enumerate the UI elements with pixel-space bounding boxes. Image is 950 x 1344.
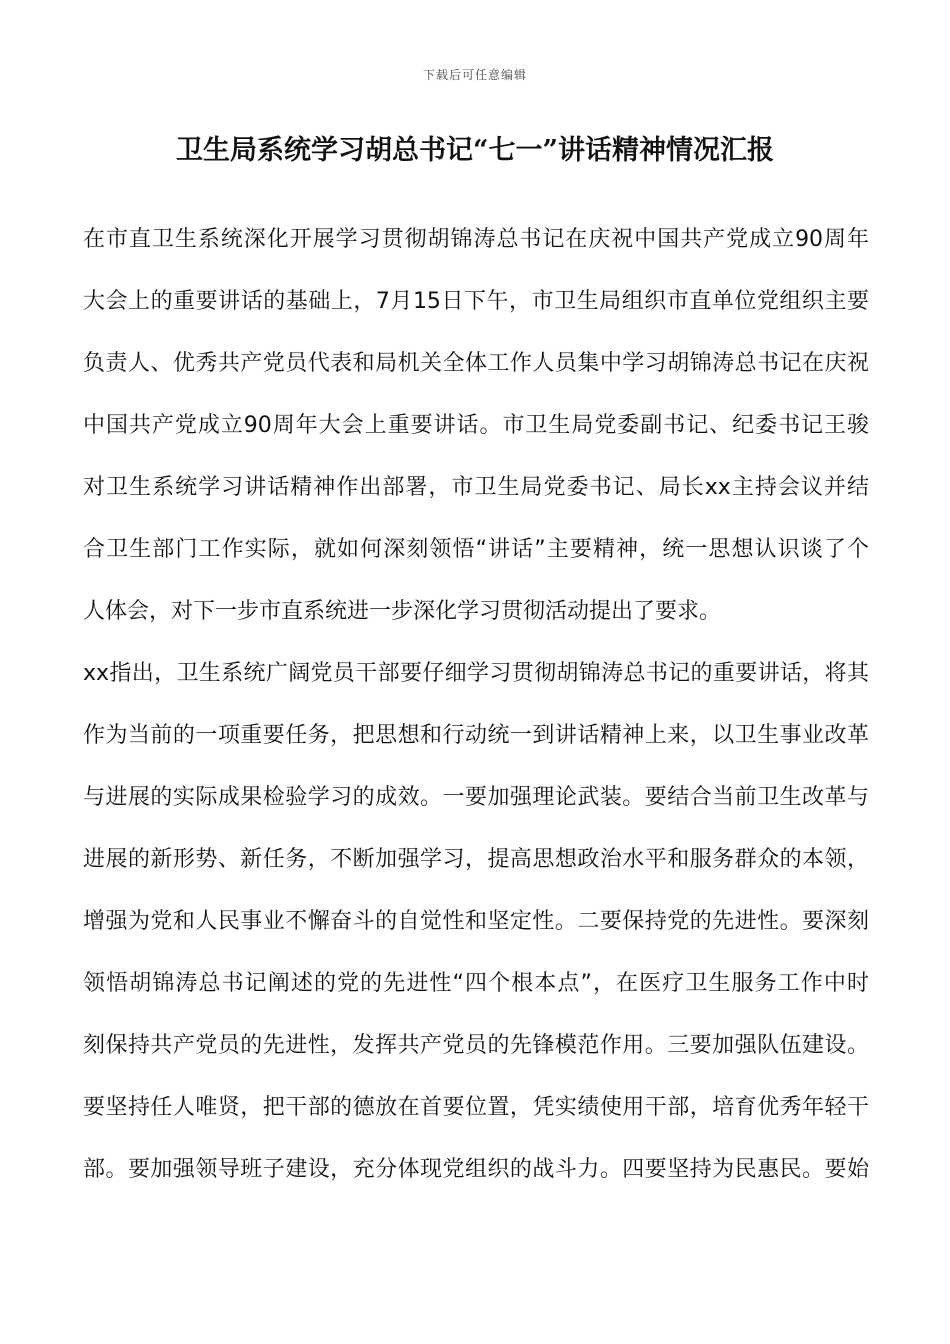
- paragraph-line: 对卫生系统学习讲话精神作出部署，市卫生局党委书记、局长xx主持会议并结: [83, 475, 869, 500]
- paragraph-line: 刻保持共产党员的先进性，发挥共产党员的先锋模范作用。三要加强队伍建设。: [83, 1033, 869, 1058]
- paragraph-1: [83, 209, 869, 643]
- paragraph-line: 与进展的实际成果检验学习的成效。一要加强理论武装。要结合当前卫生改革与: [83, 785, 869, 810]
- document-body: [83, 209, 869, 1201]
- paragraph-line: 中国共产党成立90周年大会上重要讲话。市卫生局党委副书记、纪委书记王骏: [83, 413, 869, 438]
- paragraph-line: 负责人、优秀共产党员代表和局机关全体工作人员集中学习胡锦涛总书记在庆祝: [83, 351, 869, 376]
- paragraph-line: 增强为党和人民事业不懈奋斗的自觉性和坚定性。二要保持党的先进性。要深刻: [83, 909, 869, 934]
- paragraph-line: 人体会，对下一步市直系统进一步深化学习贯彻活动提出了要求。: [83, 599, 722, 624]
- paragraph-line: 合卫生部门工作实际，就如何深刻领悟“讲话”主要精神，统一思想认识谈了个: [83, 537, 869, 562]
- document-title: 卫生局系统学习胡总书记“七一”讲话精神情况汇报: [175, 135, 775, 166]
- paragraph-line: 在市直卫生系统深化开展学习贯彻胡锦涛总书记在庆祝中国共产党成立90周年: [83, 227, 869, 252]
- paragraph-line: xx指出，卫生系统广阔党员干部要仔细学习贯彻胡锦涛总书记的重要讲话，将其: [83, 661, 869, 686]
- header-note: 下载后可任意编辑: [422, 68, 527, 82]
- paragraph-line: 部。要加强领导班子建设，充分体现党组织的战斗力。四要坚持为民惠民。要始: [83, 1157, 869, 1182]
- paragraph-line: 进展的新形势、新任务，不断加强学习，提高思想政治水平和服务群众的本领，: [83, 847, 869, 872]
- paragraph-line: 大会上的重要讲话的基础上，7月15日下午，市卫生局组织市直单位党组织主要: [83, 289, 869, 314]
- paragraph-line: 作为当前的一项重要任务，把思想和行动统一到讲话精神上来，以卫生事业改革: [83, 723, 869, 748]
- paragraph-2: [83, 643, 869, 1201]
- paragraph-line: 要坚持任人唯贤，把干部的德放在首要位置，凭实绩使用干部，培育优秀年轻干: [83, 1095, 869, 1120]
- paragraph-line: 领悟胡锦涛总书记阐述的党的先进性“四个根本点”，在医疗卫生服务工作中时: [83, 971, 869, 996]
